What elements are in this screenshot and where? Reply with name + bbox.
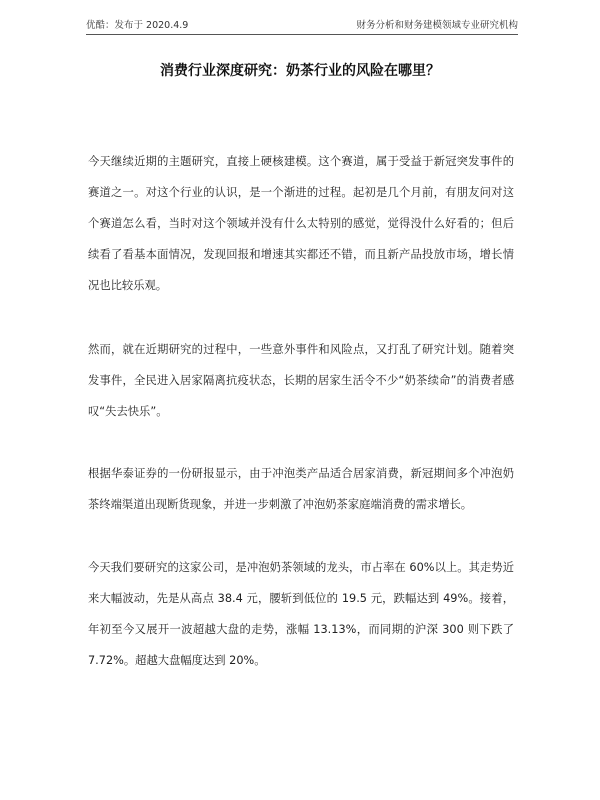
paragraph-4-block	[88, 552, 514, 676]
paragraph-2: 然而，就在近期研究的过程中，一些意外事件和风险点，又打乱了研究计划。随着突发事件，全民进入居家隔离抗疫状态，长期的居家生活令不少“奶茶续命”的消费者感叹“失去快乐”。	[88, 343, 514, 418]
paragraph-2-block	[88, 334, 514, 427]
paragraph-4: 今天我们要研究的这家公司，是冲泡奶茶领域的龙头，市占率在 60%以上。其走势近来大幅波动，先是从高点 38.4 元，腰斩到低位的 19.5 元，跌幅达到 49%。接着，年初至今又展开一波超越大盘的走势，涨幅 13.13%，而同期的沪深 300 则下跌了 7.72%。超越大盘幅度达到 20%。	[88, 561, 514, 667]
paragraph-1-block	[88, 146, 514, 301]
header-source-date: 优酷：发布于 2020.4.9	[86, 20, 189, 31]
header-organization: 财务分析和财务建模领域专业研究机构	[356, 20, 518, 31]
paragraph-3: 根据华泰证券的一份研报显示，由于冲泡类产品适合居家消费，新冠期间多个冲泡奶茶终端渠道出现断货现象，并进一步刺激了冲泡奶茶家庭端消费的需求增长。	[88, 467, 514, 511]
article-title: 消费行业深度研究：奶茶行业的风险在哪里？	[160, 63, 440, 79]
paragraph-3-block	[88, 458, 514, 520]
page-header	[86, 14, 518, 35]
paragraph-1: 今天继续近期的主题研究，直接上硬核建模。这个赛道，属于受益于新冠突发事件的赛道之一。对这个行业的认识，是一个渐进的过程。起初是几个月前，有朋友问对这个赛道怎么看，当时对这个领域并没有什么太特别的感觉，觉得没什么好看的；但后续看了看基本面情况，发现回报和增速其实都还不错，而且新产品投放市场，增长情况也比较乐观。	[88, 155, 514, 292]
